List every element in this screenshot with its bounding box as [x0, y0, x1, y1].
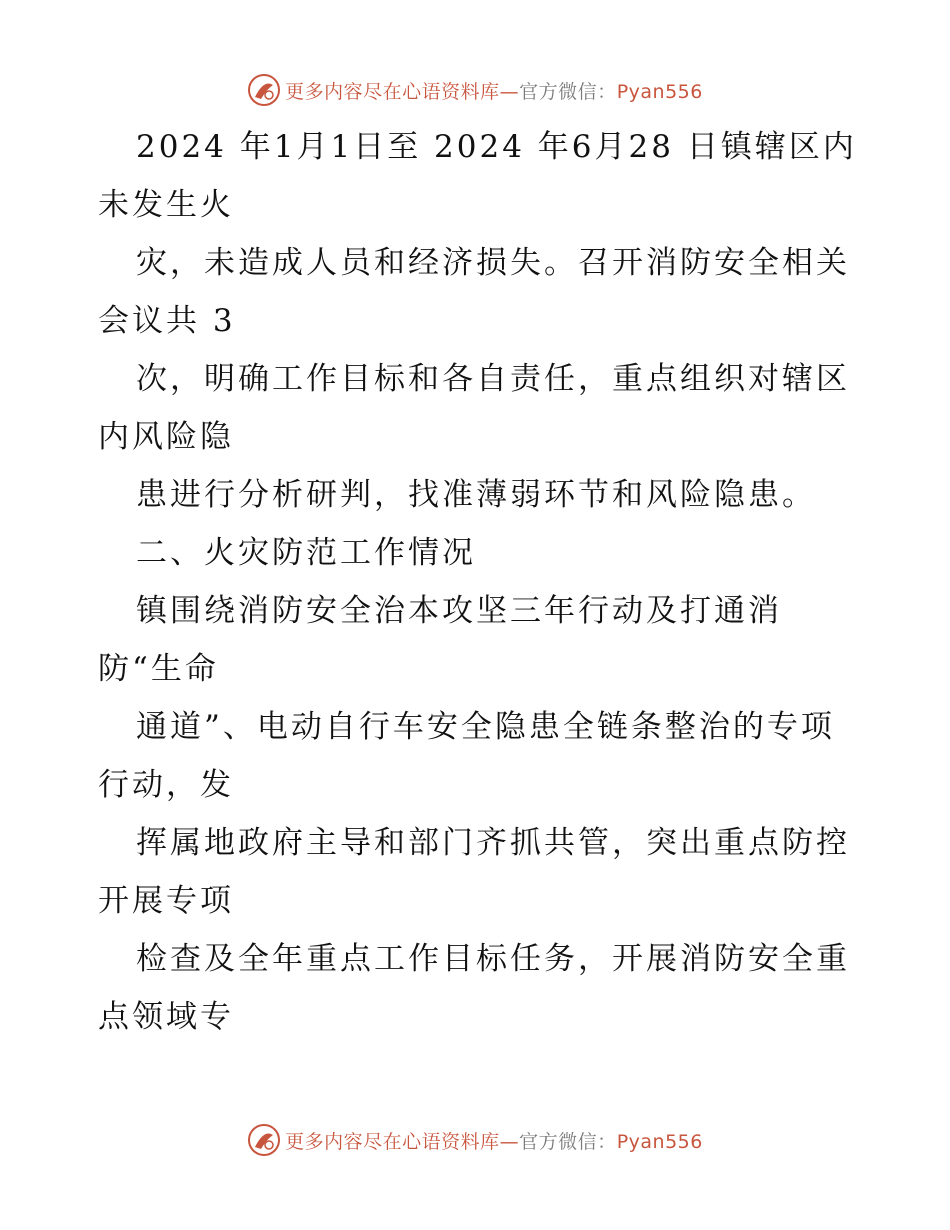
body-line: 灾，未造成人员和经济损失。召开消防安全相关	[136, 245, 850, 281]
header-watermark-banner	[0, 68, 950, 112]
body-line: 开展专项	[98, 883, 234, 919]
watermark-wechat-label: 官方微信：	[519, 1130, 617, 1153]
body-line: 患进行分析研判，找准薄弱环节和风险隐患。	[136, 477, 816, 513]
body-line: 点领域专	[98, 999, 234, 1035]
body-line: 2024 年1月1日至 2024 年6月28 日镇辖区内	[136, 129, 857, 165]
body-line: 次，明确工作目标和各自责任，重点组织对辖区	[136, 361, 850, 397]
watermark-wechat-id: Pyan556	[616, 1130, 703, 1153]
watermark-separator: —	[499, 80, 520, 103]
body-line: 未发生火	[98, 187, 234, 223]
watermark-wechat-id: Pyan556	[616, 80, 703, 103]
footer-watermark-banner	[0, 1118, 950, 1162]
body-line: 通道”、电动自行车安全隐患全链条整治的专项	[136, 709, 835, 745]
body-line: 检查及全年重点工作目标任务，开展消防安全重	[136, 941, 850, 977]
brand-logo-icon	[247, 1123, 281, 1157]
body-line: 内风险隐	[98, 419, 234, 455]
body-line: 防“生命	[98, 651, 219, 687]
watermark-text	[285, 77, 703, 104]
body-line: 行动，发	[98, 767, 234, 803]
body-line: 镇围绕消防安全治本攻坚三年行动及打通消	[136, 593, 782, 629]
body-line: 会议共 3	[98, 303, 236, 339]
watermark-site-name: 更多内容尽在心语资料库	[285, 1130, 500, 1153]
watermark-wechat-label: 官方微信：	[519, 80, 617, 103]
body-line: 挥属地政府主导和部门齐抓共管，突出重点防控	[136, 825, 850, 861]
watermark-separator: —	[499, 1130, 520, 1153]
section-heading: 二、火灾防范工作情况	[136, 535, 476, 571]
watermark-text	[285, 1127, 703, 1154]
brand-logo-icon	[247, 73, 281, 107]
watermark-site-name: 更多内容尽在心语资料库	[285, 80, 500, 103]
